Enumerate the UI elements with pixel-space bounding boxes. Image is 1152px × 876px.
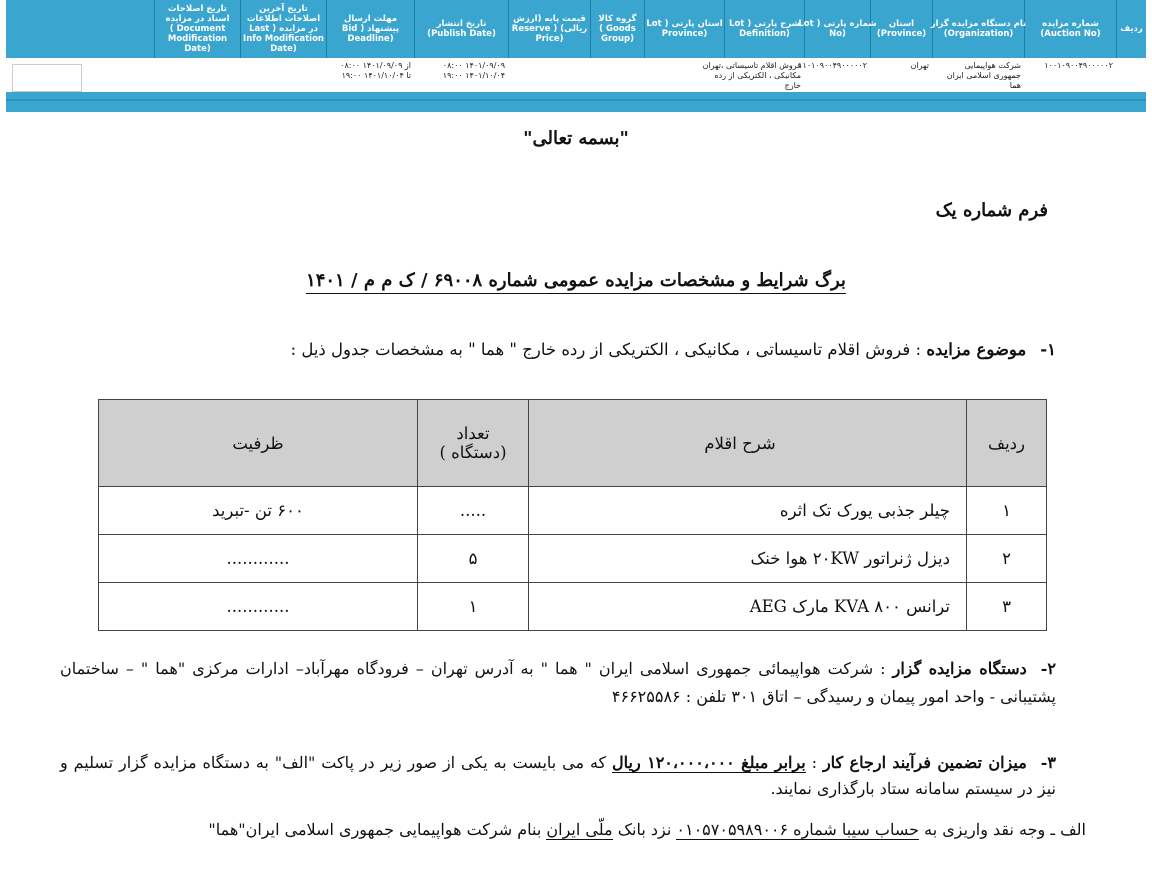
- auction-header-column-text: نام دستگاه مزایده گزار: [930, 19, 1027, 29]
- auction-header-column-text: (Organization): [943, 29, 1014, 39]
- auction-header-column-text: (Deadline: [347, 34, 394, 44]
- row-no: ۳: [967, 583, 1047, 631]
- option-a-account: حساب سیبا شماره ۰۱۰۵۷۰۵۹۸۹۰۰۶: [676, 820, 920, 839]
- header-quantity-line1: تعداد: [456, 424, 490, 443]
- form-number: فرم شماره یک: [935, 200, 1048, 221]
- auction-header-column-text: (Publish Date): [427, 29, 496, 39]
- row-quantity: ۵: [418, 535, 529, 583]
- items-table-header: [99, 400, 1047, 487]
- auction-header-column-text: استان پارتی ( Lot: [646, 19, 723, 29]
- auction-header-column-text: (No: [829, 29, 846, 39]
- auction-header-column-text: ردیف: [1120, 24, 1143, 34]
- auction-header-cell-text: جمهوری اسلامی ایران: [946, 71, 1021, 80]
- auction-header-cell-text: تهران: [910, 61, 929, 70]
- section-2-text: : شرکت هواپیمائی جمهوری اسلامی ایران " هما " به آدرس تهران – فرودگاه مهرآباد– ادارات مرکزی "هما " – ساختمان پشتیبانی - واحد امور پیمان و رسیدگی – اتاق ۳۰۱ تلفن : ۴۶۶۲۵۵۸۶: [60, 659, 1056, 706]
- auction-header-cell-text: ۱۴۰۱/۱۰/۰۴ ۱۹:۰۰: [442, 71, 505, 80]
- section-3-label: میزان تضمین فرآیند ارجاع کار: [822, 753, 1027, 772]
- auction-header-cell-text: شرکت هواپیمایی: [964, 61, 1021, 70]
- section-1-number: ۱-: [1040, 340, 1056, 359]
- auction-header-column-text: ریالی) ( Reserve: [511, 24, 588, 34]
- auction-header-cell-text: هما: [1009, 81, 1021, 90]
- section-1-subject: [291, 340, 1056, 359]
- header-row-no: ردیف: [967, 400, 1047, 487]
- header-quantity: [418, 400, 529, 487]
- auction-header-column-text: Goods ): [599, 24, 636, 34]
- section-2-label: دستگاه مزایده گزار: [892, 659, 1027, 678]
- row-description: ترانس ۸۰۰ KVA مارک AEG: [529, 583, 967, 631]
- header-quantity-line2: (دستگاه ): [439, 443, 507, 462]
- document-title-text: برگ شرایط و مشخصات مزایده عمومی شماره ۶۹۰۰۸ / ک م م / ۱۴۰۱: [306, 270, 846, 294]
- auction-header-column-text: (Province): [876, 29, 927, 39]
- auction-header-cell-text: تا ۱۴۰۱/۱۰/۰۴ ۱۹:۰۰: [341, 71, 411, 80]
- auction-header-column-text: (Date: [184, 44, 211, 54]
- auction-header-column-text: Document ): [169, 24, 226, 34]
- row-quantity: ۱: [418, 583, 529, 631]
- auction-header-cell-text: ۱۰۰۱۰۹۰۰۴۹۰۰۰۰۰۲: [1044, 61, 1113, 70]
- auction-header-column-text: استان: [888, 19, 915, 29]
- header-description: شرح اقلام: [529, 400, 967, 487]
- auction-header-cell-text: از ۱۴۰۱/۰۹/۰۹ ۰۸:۰۰: [340, 61, 411, 70]
- row-quantity: .....: [418, 487, 529, 535]
- auction-header-column-text: شماره پارتی ( Lot: [798, 19, 877, 29]
- auction-header-column-text: (Definition: [739, 29, 790, 39]
- option-a-bank: ملّی ایران: [546, 820, 613, 839]
- auction-header-cell-text: خارج: [784, 81, 801, 90]
- row-capacity: ............: [99, 583, 418, 631]
- section-3-number: ۳-: [1040, 753, 1057, 772]
- auction-header-column-text: گروه کالا: [598, 14, 637, 24]
- section-3-guarantee: [60, 750, 1056, 802]
- auction-header-column-text: اصلاحات اطلاعات: [246, 14, 321, 24]
- auction-header-cell-text: ۱۴۰۱/۰۹/۰۹ ۰۸:۰۰: [442, 61, 505, 70]
- auction-header-column-text: Info Modification: [243, 34, 324, 44]
- table-row: [99, 583, 1047, 631]
- auction-header-column-text: تاریخ اصلاحات: [168, 4, 227, 14]
- section-3-colon: :: [805, 753, 823, 772]
- option-a-prefix: الف ـ وجه نقد واریزی به: [919, 820, 1086, 839]
- auction-header-column-text: (Date: [270, 44, 297, 54]
- auction-header-column-text: (Group: [600, 34, 635, 44]
- table-row: [99, 487, 1047, 535]
- auction-header-cell-text: مکانیکی ، الکتریکی از رده: [714, 71, 801, 80]
- option-a-suffix: بنام شرکت هواپیمایی جمهوری اسلامی ایران"هما": [208, 820, 547, 839]
- row-no: ۲: [967, 535, 1047, 583]
- section-2-number: ۲-: [1040, 659, 1056, 678]
- items-table: [98, 399, 1047, 631]
- bismillah-heading: "بسمه تعالی": [523, 128, 629, 149]
- row-description: دیزل ژنراتور ۲۰KW هوا خنک: [529, 535, 967, 583]
- document-title: [0, 270, 1152, 291]
- row-capacity: ............: [99, 535, 418, 583]
- section-3-amount: برابر مبلغ ۱۲۰،۰۰۰،۰۰۰ ریال: [612, 753, 806, 772]
- section-3-option-a: [60, 816, 1086, 844]
- section-1-text: : فروش اقلام تاسیساتی ، مکانیکی ، الکتریکی از رده خارج " هما " به مشخصات جدول ذیل :: [290, 340, 922, 359]
- auction-header-column-text: قیمت پایه (ارزش: [513, 14, 586, 24]
- auction-header-cell-text: تهران: [702, 61, 721, 70]
- auction-header-cell-text: ۱۱۰۱۰۹۰۰۴۹۰۰۰۰۰۲: [798, 61, 867, 70]
- auction-header-column-text: شرح پارتی ( Lot: [729, 19, 800, 29]
- auction-header-column-text: تاریخ انتشار: [436, 19, 487, 29]
- auction-header-cell-text: فروش اقلام تاسیساتی ،: [720, 61, 801, 70]
- auction-header-column-text: (Province: [661, 29, 708, 39]
- auction-header-column-text: تاریخ آخرین: [259, 4, 308, 14]
- auction-header-column-text: شماره مزایده: [1042, 19, 1099, 29]
- table-row: [99, 535, 1047, 583]
- auction-header-column-text: (Auction No): [1040, 29, 1101, 39]
- auction-header-column-text: پیشنهاد ( Bid: [341, 24, 400, 34]
- option-a-middle: نزد بانک: [612, 820, 677, 839]
- row-capacity: ۶۰۰ تن -تبرید: [99, 487, 418, 535]
- row-description: چیلر جذبی یورک تک اثره: [529, 487, 967, 535]
- section-3-text: که می بایست به یکی از صور زیر در پاکت "الف" به دستگاه مزایده گزار تسلیم و نیز در سیستم سامانه ستاد بارگذاری نمایند.: [60, 753, 1056, 798]
- row-no: ۱: [967, 487, 1047, 535]
- section-2-organization: [60, 655, 1056, 711]
- auction-header-column-text: اسناد در مزایده: [165, 14, 230, 24]
- auction-header-column-text: مهلت ارسال: [343, 14, 398, 24]
- section-1-label: موضوع مزایده: [926, 340, 1027, 359]
- header-capacity: ظرفیت: [99, 400, 418, 487]
- auction-header-column-text: (Price: [535, 34, 564, 44]
- auction-header-column-text: در مزایده ( Last: [249, 24, 318, 34]
- auction-header-column-text: Modification: [167, 34, 228, 44]
